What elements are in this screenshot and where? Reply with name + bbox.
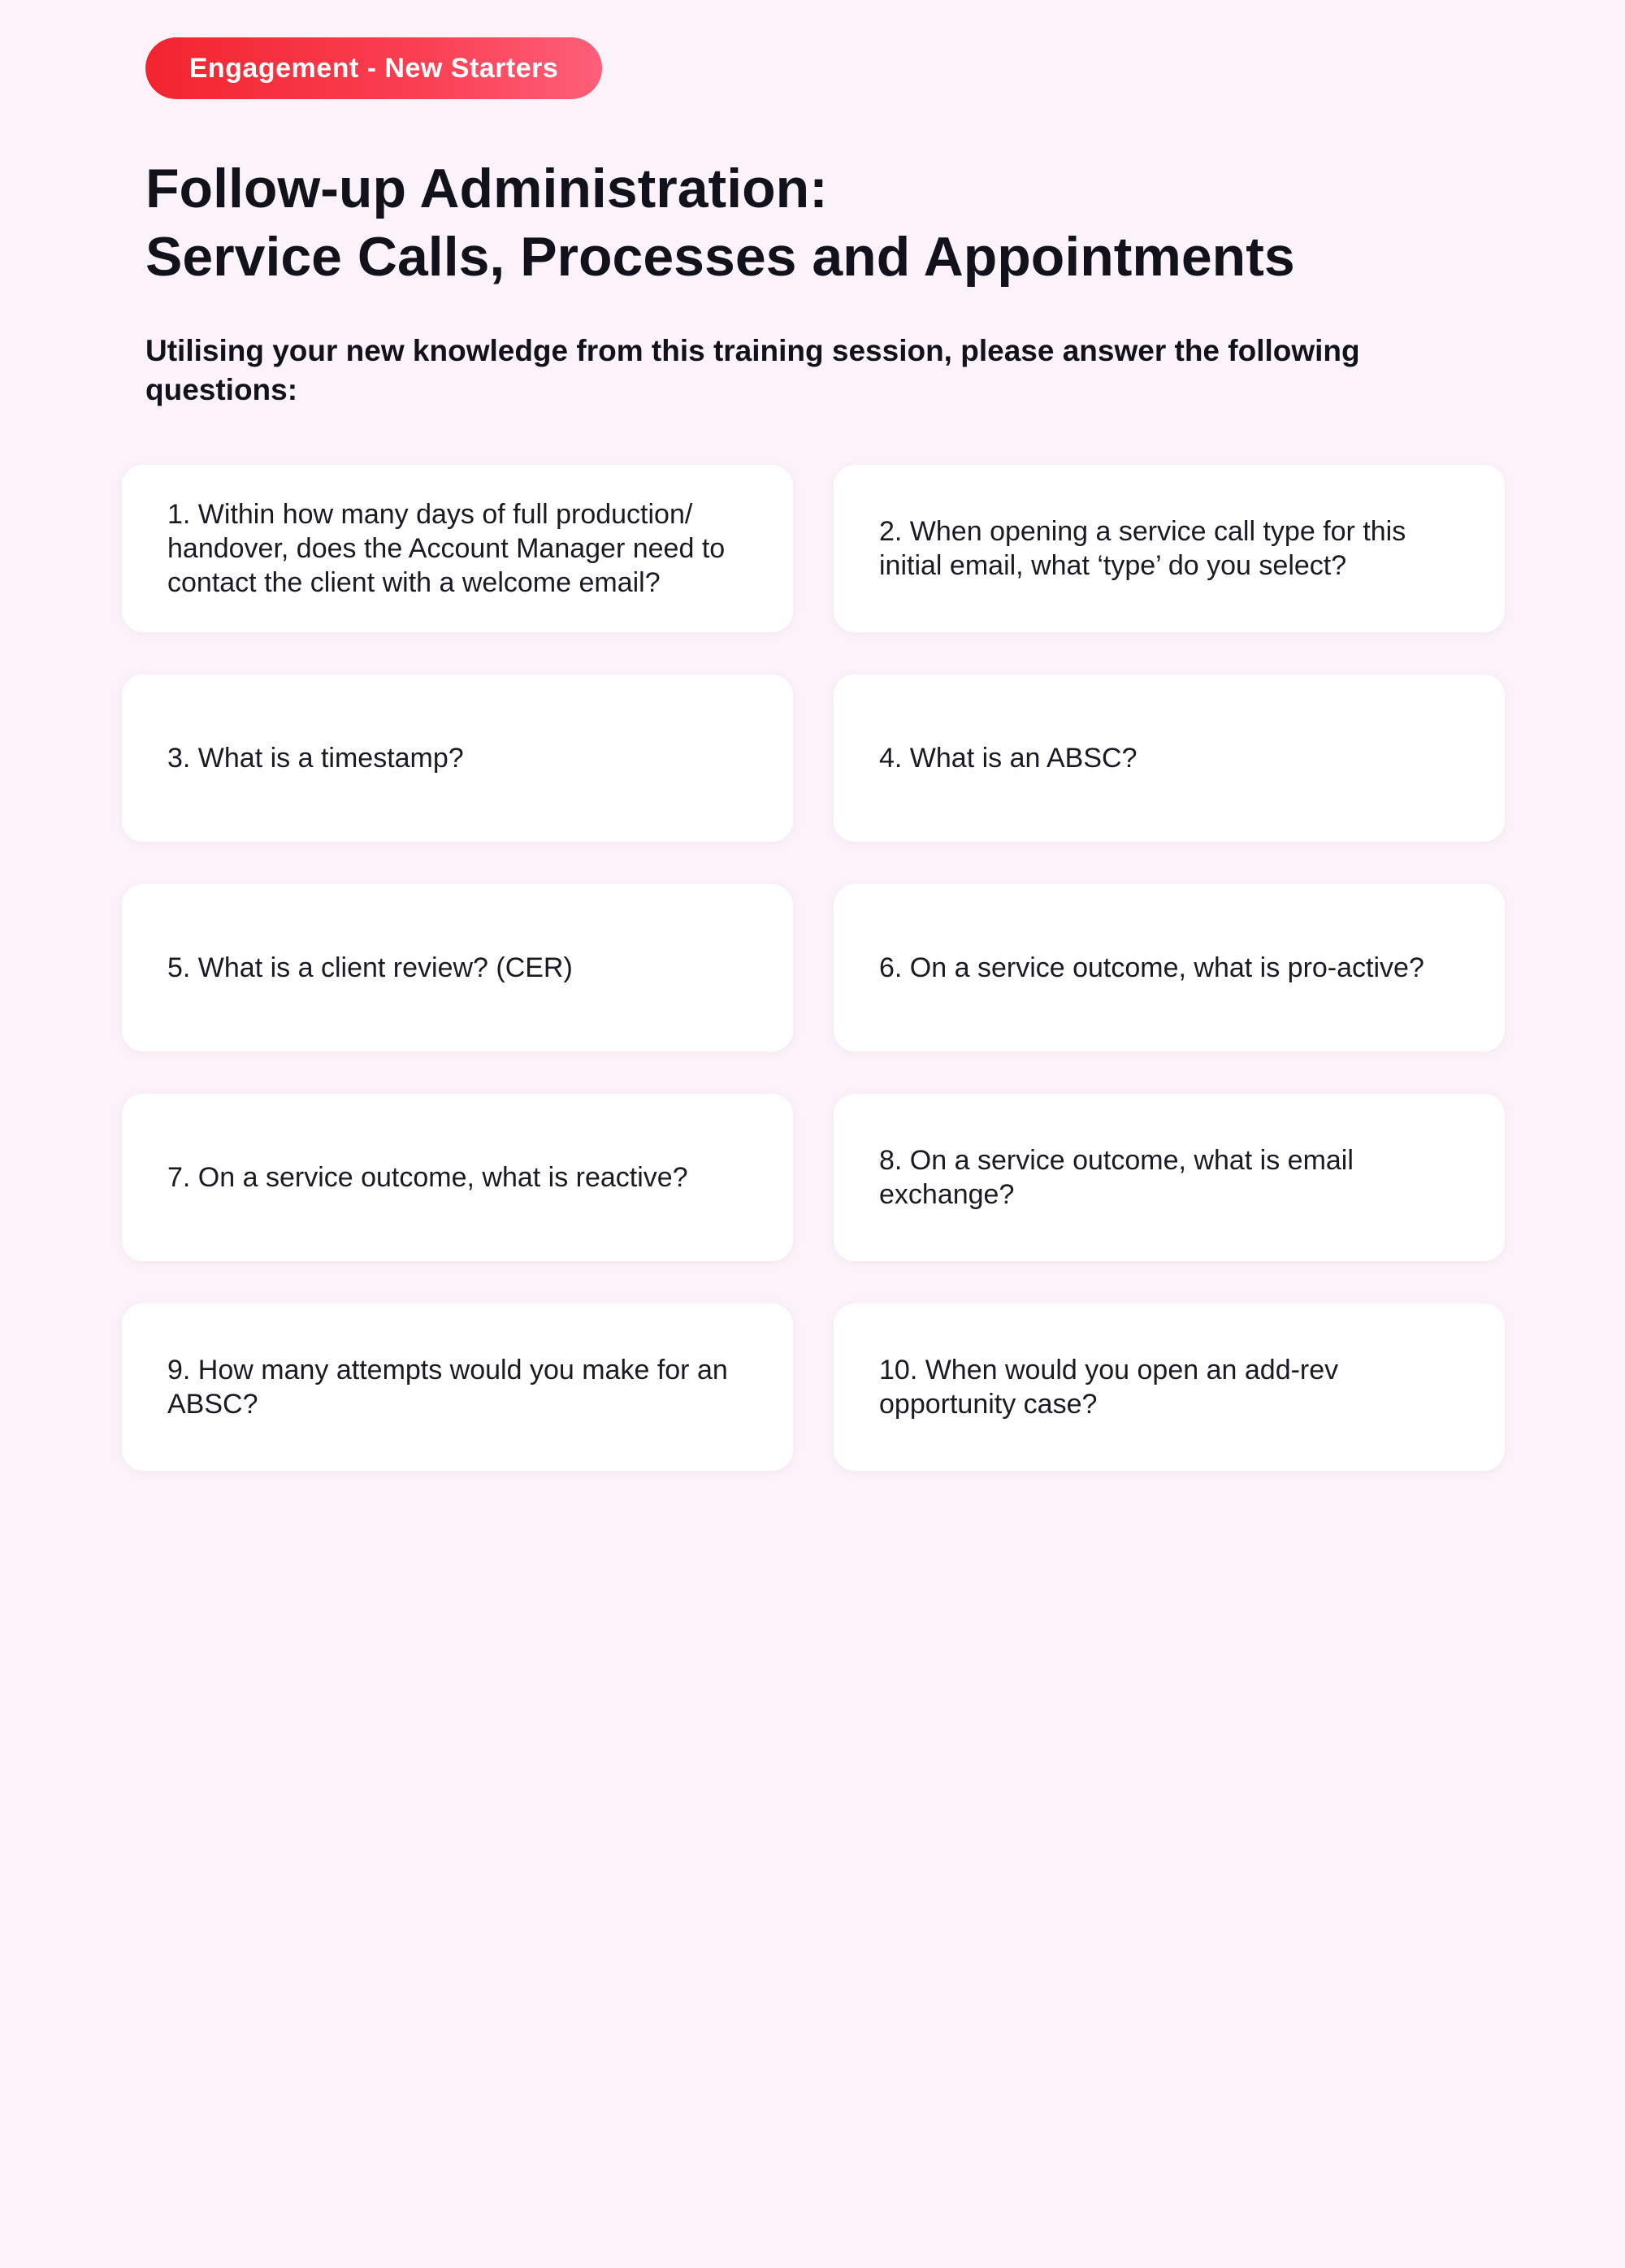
question-text: 1. Within how many days of full production/ handover, does the Account Manager need to contact the client with a welcome email? xyxy=(167,499,726,598)
question-text: 10. When would you open an add-rev opportunity case? xyxy=(879,1355,1339,1420)
question-text: 2. When opening a service call type for this initial email, what ‘type’ do you select? xyxy=(879,516,1406,581)
category-badge: Engagement - New Starters xyxy=(145,37,602,99)
page-title xyxy=(145,154,1527,291)
question-text: 4. What is an ABSC? xyxy=(879,743,1138,774)
question-card-10 xyxy=(834,1303,1505,1471)
question-card-2 xyxy=(834,465,1505,632)
question-text: 6. On a service outcome, what is pro-active? xyxy=(879,952,1424,983)
question-card-9 xyxy=(122,1303,793,1471)
question-text: 5. What is a client review? (CER) xyxy=(167,952,573,983)
question-card-8 xyxy=(834,1094,1505,1261)
question-card-6 xyxy=(834,884,1505,1052)
question-card-4 xyxy=(834,674,1505,842)
question-text: 7. On a service outcome, what is reactive? xyxy=(167,1162,688,1193)
page-title-line-2: Service Calls, Processes and Appointments xyxy=(145,226,1295,288)
instructions-text: Utilising your new knowledge from this training session, please answer the following questions: xyxy=(145,334,1360,406)
questions-grid xyxy=(122,465,1505,1471)
question-card-1 xyxy=(122,465,793,632)
question-text: 9. How many attempts would you make for an ABSC? xyxy=(167,1355,728,1420)
question-text: 8. On a service outcome, what is email exchange? xyxy=(879,1145,1354,1210)
question-card-3 xyxy=(122,674,793,842)
question-card-5 xyxy=(122,884,793,1052)
page-title-line-1: Follow-up Administration: xyxy=(145,158,828,219)
question-card-7 xyxy=(122,1094,793,1261)
question-text: 3. What is a timestamp? xyxy=(167,743,464,774)
